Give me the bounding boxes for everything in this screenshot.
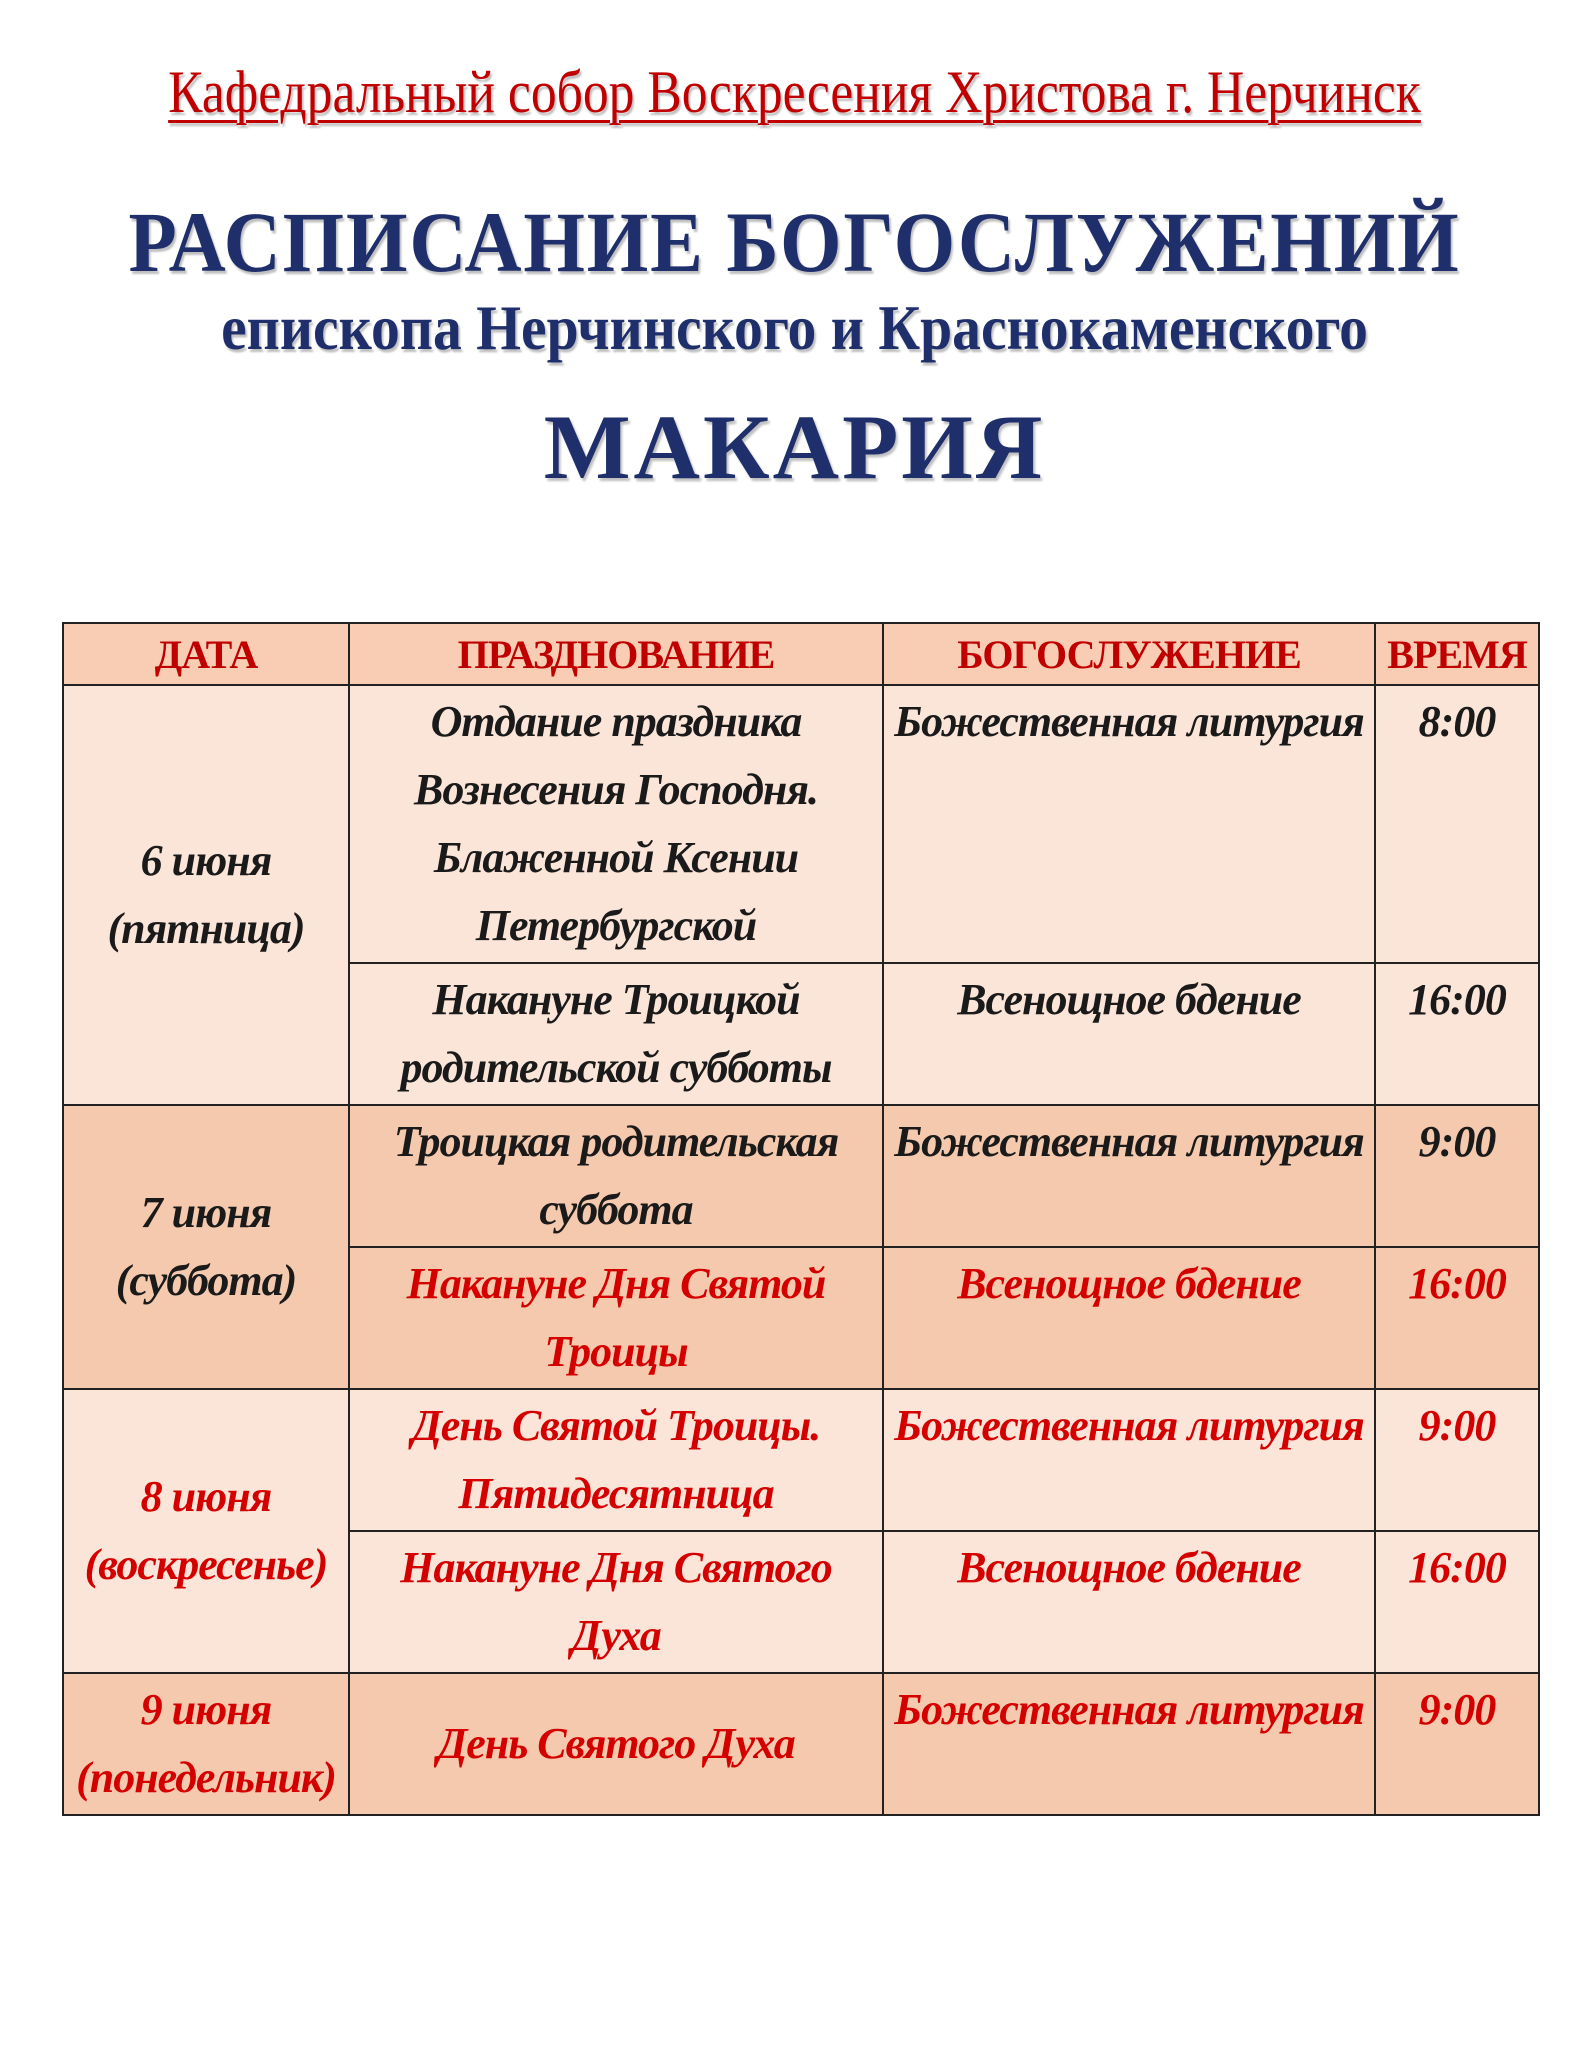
column-header-date: ДАТА	[63, 623, 349, 685]
service-cell: Всенощное бдение	[883, 1531, 1375, 1673]
celebration-cell: Накануне Дня Святой Троицы	[349, 1247, 883, 1389]
date-day: 6 июня	[140, 836, 272, 885]
service-cell: Божественная литургия	[883, 685, 1375, 963]
bishop-name: МАКАРИЯ	[543, 396, 1046, 498]
time-cell: 8:00	[1375, 685, 1539, 963]
date-day: 8 июня	[140, 1472, 272, 1521]
date-day: 7 июня	[140, 1188, 272, 1237]
celebration-cell: Накануне Дня Святого Духа	[349, 1531, 883, 1673]
celebration-cell: День Святой Троицы. Пятидесятница	[349, 1389, 883, 1531]
date-cell	[63, 1673, 349, 1815]
schedule-table	[62, 622, 1540, 1816]
time-cell: 9:00	[1375, 1673, 1539, 1815]
table-row	[63, 685, 1539, 963]
time-cell: 16:00	[1375, 1247, 1539, 1389]
date-weekday: (понедельник)	[76, 1753, 336, 1802]
service-cell: Божественная литургия	[883, 1389, 1375, 1531]
date-cell	[63, 1105, 349, 1389]
service-cell: Божественная литургия	[883, 1105, 1375, 1247]
date-cell	[63, 1389, 349, 1673]
column-header-celebration: ПРАЗДНОВАНИЕ	[349, 623, 883, 685]
table-header-row	[63, 623, 1539, 685]
time-cell: 16:00	[1375, 963, 1539, 1105]
service-cell: Всенощное бдение	[883, 963, 1375, 1105]
cathedral-title: Кафедральный собор Воскресения Христова г. Нерчинск	[168, 59, 1421, 125]
celebration-cell: Накануне Троицкой родительской субботы	[349, 963, 883, 1105]
table-row	[63, 1673, 1539, 1815]
date-weekday: (пятница)	[107, 904, 305, 953]
time-cell: 9:00	[1375, 1389, 1539, 1531]
celebration-cell: Троицкая родительская суббота	[349, 1105, 883, 1247]
schedule-title: РАСПИСАНИЕ БОГОСЛУЖЕНИЙ	[128, 194, 1461, 290]
service-cell: Божественная литургия	[883, 1673, 1375, 1815]
bishop-title: епископа Нерчинского и Краснокаменского	[221, 292, 1368, 363]
table-row	[63, 1389, 1539, 1531]
date-weekday: (суббота)	[115, 1256, 297, 1305]
service-cell: Всенощное бдение	[883, 1247, 1375, 1389]
date-weekday: (воскресенье)	[84, 1540, 328, 1589]
date-day: 9 июня	[140, 1685, 272, 1734]
table-row	[63, 1105, 1539, 1247]
column-header-time: ВРЕМЯ	[1375, 623, 1539, 685]
date-cell	[63, 685, 349, 1105]
celebration-cell: День Святого Духа	[349, 1673, 883, 1815]
time-cell: 16:00	[1375, 1531, 1539, 1673]
time-cell: 9:00	[1375, 1105, 1539, 1247]
celebration-cell: Отдание праздника Вознесения Господня. Блаженной Ксении Петербургской	[349, 685, 883, 963]
column-header-service: БОГОСЛУЖЕНИЕ	[883, 623, 1375, 685]
